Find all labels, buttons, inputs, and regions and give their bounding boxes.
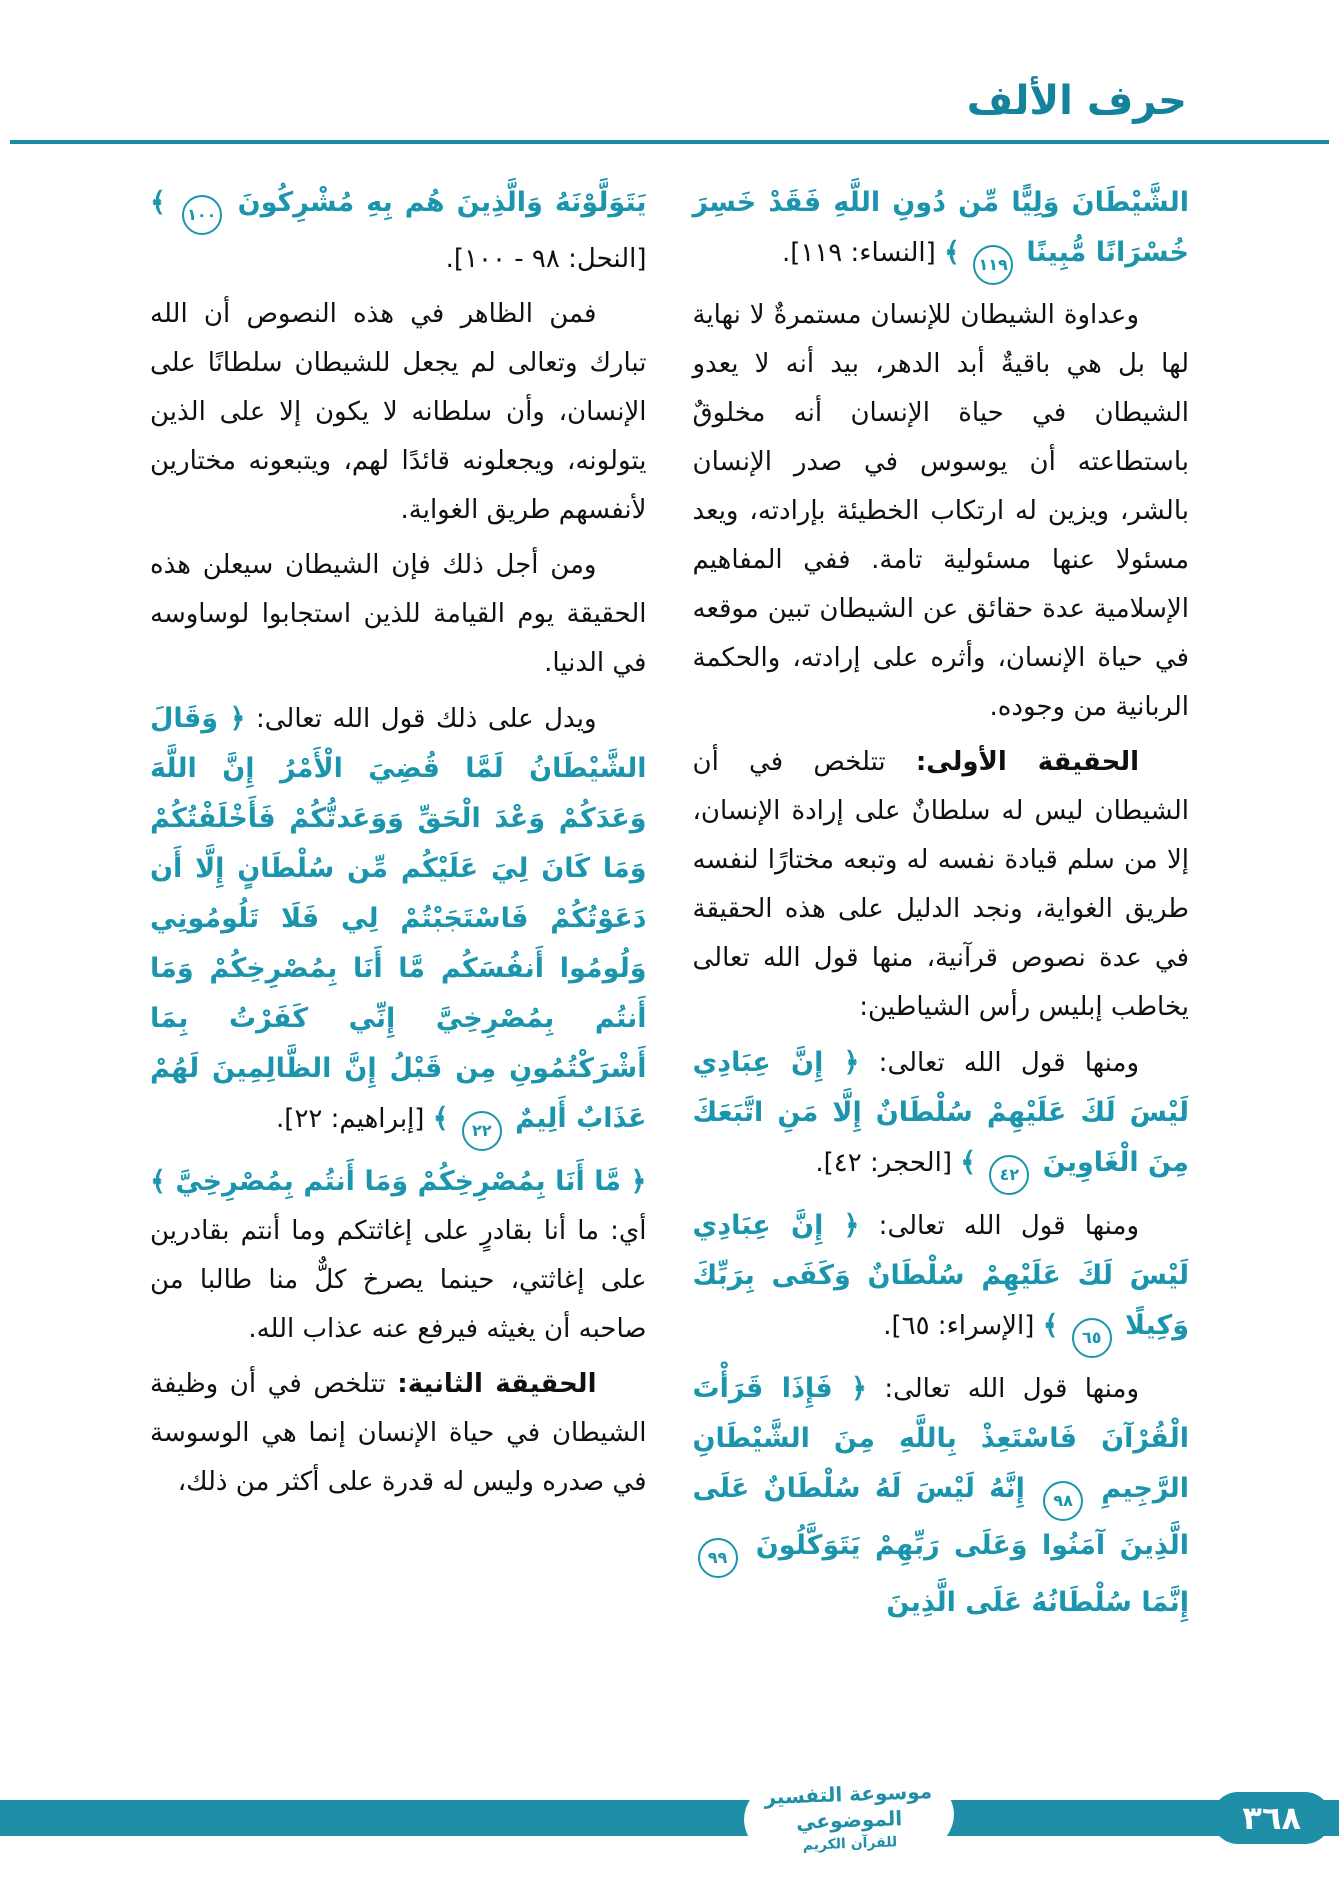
section-title: حرف الألف	[966, 78, 1187, 124]
quote-paragraph	[150, 694, 647, 1151]
quote-intro: ومنها قول الله تعالى:	[867, 1374, 1139, 1404]
publisher-logo-subtitle: للقرآن الكريم	[802, 1834, 898, 1854]
ayah-marker: ٤٢	[989, 1155, 1029, 1195]
quote-intro: ومنها قول الله تعالى:	[859, 1048, 1139, 1078]
verse-close-bracket: ﴾	[960, 1147, 977, 1178]
paragraph-lead: الحقيقة الثانية:	[397, 1369, 597, 1399]
column-right	[693, 178, 1190, 1634]
publisher-logo-title: موسوعة التفسير الموضوعي	[763, 1779, 933, 1834]
body-paragraph	[693, 291, 1190, 732]
verse-continuation-paragraph	[150, 178, 647, 284]
ayah-marker: ١١٩	[973, 245, 1013, 285]
ayah-marker: ٢٢	[462, 1111, 502, 1151]
verse-close-bracket: ﴾	[944, 237, 960, 268]
body-text: تتلخص في أن وظيفة الشيطان في حياة الإنسان إنما هي الوسوسة في صدره وليس له قدرة على أكثر من ذلك،	[150, 1369, 647, 1497]
paragraph-lead: الحقيقة الأولى:	[915, 747, 1140, 777]
quran-verse-text: إِنَّمَا سُلْطَانُهُ عَلَى الَّذِينَ	[886, 1587, 1189, 1618]
body-text: وعداوة الشيطان للإنسان مستمرةٌ لا نهاية لها بل هي باقيةٌ أبد الدهر، بيد أنه لا يعدو الشيطان في حياة الإنسان أنه مخلوقٌ باستطاعته أن يوسوس في صدر الإنسان بالشر، ويزين له ارتكاب الخطيئة بإرادته، ويعد مسئولا عنها مسئولية تامة. ففي المفاهيم الإسلامية عدة حقائق عن الشيطان تبين موقعه في حياة الإنسان، وأثره على إرادته، والحكمة الربانية من وجوده.	[692, 300, 1189, 722]
quote-paragraph	[693, 1201, 1190, 1358]
body-paragraph	[693, 738, 1190, 1032]
quote-intro: ويدل على ذلك قول الله تعالى:	[245, 704, 597, 734]
ayah-marker: ٩٩	[698, 1538, 738, 1578]
page-header	[0, 0, 1339, 144]
verse-reference: [النحل: ٩٨ - ١٠٠].	[445, 244, 647, 274]
publisher-logo	[742, 1754, 956, 1879]
footer-band	[0, 1800, 1339, 1836]
ayah-marker: ١٠٠	[182, 195, 222, 235]
body-text: تتلخص في أن الشيطان ليس له سلطانٌ على إرادة الإنسان، إلا من سلم قيادة نفسه له وتبعه مختارًا لنفسه طريق الغواية، ونجد الدليل على هذه الحقيقة في عدة نصوص قرآنية، منها قول الله تعالى يخاطب إبليس رأس الشياطين:	[692, 747, 1189, 1022]
verse-reference: [النساء: ١١٩].	[781, 238, 936, 268]
quran-verse-text: إِنَّهُ لَيْسَ لَهُ سُلْطَانٌ عَلَى الَّذِينَ آمَنُوا وَعَلَى رَبِّهِمْ يَتَوَكَّلُونَ	[692, 1473, 1189, 1561]
quote-paragraph	[693, 1038, 1190, 1195]
ayah-marker: ٦٥	[1072, 1318, 1112, 1358]
body-paragraph	[150, 290, 647, 535]
quran-verse-text: ﴿ وَقَالَ الشَّيْطَانُ لَمَّا قُضِيَ الْأَمْرُ إِنَّ اللَّهَ وَعَدَكُمْ وَعْدَ الْحَقِّ وَوَعَدتُّكُمْ فَأَخْلَفْتُكُمْ وَمَا كَانَ لِيَ عَلَيْكُم مِّن سُلْطَانٍ إِلَّا أَن دَعَوْتُكُمْ فَاسْتَجَبْتُمْ لِي فَلَا تَلُومُونِي وَلُومُوا أَنفُسَكُم مَّا أَنَا بِمُصْرِخِكُمْ وَمَا أَنتُم بِمُصْرِخِيَّ إِنِّي كَفَرْتُ بِمَا أَشْرَكْتُمُونِ مِن قَبْلُ إِنَّ الظَّالِمِينَ لَهُمْ عَذَابٌ أَلِيمٌ	[150, 703, 647, 1134]
quote-paragraph	[693, 1364, 1190, 1628]
page-body	[0, 144, 1339, 1634]
verse-close-bracket: ﴾	[1042, 1310, 1059, 1341]
verse-continuation-paragraph	[693, 178, 1190, 285]
quran-verse-text: ﴿ فَإِذَا قَرَأْتَ الْقُرْآنَ فَاسْتَعِذْ بِاللَّهِ مِنَ الشَّيْطَانِ الرَّجِيمِ	[692, 1373, 1190, 1504]
quran-verse-text: الشَّيْطَانَ وَلِيًّا مِّن دُونِ اللَّهِ فَقَدْ خَسِرَ خُسْرَانًا مُّبِينًا	[692, 187, 1189, 268]
page-number: ٣٦٨	[1212, 1792, 1331, 1844]
verse-reference: [إبراهيم: ٢٢].	[276, 1104, 425, 1134]
quote-intro: ومنها قول الله تعالى:	[859, 1211, 1139, 1241]
ayah-marker: ٩٨	[1043, 1481, 1083, 1521]
quran-verse-text: ﴿ إِنَّ عِبَادِي لَيْسَ لَكَ عَلَيْهِمْ سُلْطَانٌ وَكَفَى بِرَبِّكَ وَكِيلًا	[692, 1210, 1189, 1341]
verse-reference: [الحجر: ٤٢].	[815, 1148, 952, 1178]
body-paragraph	[150, 1360, 647, 1507]
body-text: أي: ما أنا بقادرٍ على إغاثتكم وما أنتم بقادرين على إغاثتي، حينما يصرخ كلٌّ منا طالبا من صاحبه أن يغيثه فيرفع عنه عذاب الله.	[150, 1216, 647, 1344]
body-text: فمن الظاهر في هذه النصوص أن الله تبارك وتعالى لم يجعل للشيطان سلطانًا على الإنسان، وأن سلطانه لا يكون إلا على الذين يتولونه، ويجعلونه قائدًا لهم، ويتبعونه مختارين لأنفسهم طريق الغواية.	[150, 299, 647, 525]
body-text: ومن أجل ذلك فإن الشيطان سيعلن هذه الحقيقة يوم القيامة للذين استجابوا لوساوسه في الدنيا.	[150, 550, 647, 678]
verse-reference: [الإسراء: ٦٥].	[883, 1311, 1035, 1341]
verse-close-bracket: ﴾	[432, 1103, 449, 1134]
quran-verse-text: ﴿ إِنَّ عِبَادِي لَيْسَ لَكَ عَلَيْهِمْ سُلْطَانٌ إِلَّا مَنِ اتَّبَعَكَ مِنَ الْغَاوِينَ	[692, 1047, 1189, 1178]
column-left	[150, 178, 647, 1513]
body-paragraph	[150, 541, 647, 688]
verse-close-bracket: ﴾	[150, 187, 166, 218]
quran-verse-text: يَتَوَلَّوْنَهُ وَالَّذِينَ هُم بِهِ مُشْرِكُونَ	[237, 187, 647, 218]
quran-verse-text: ﴿ مَّا أَنَا بِمُصْرِخِكُمْ وَمَا أَنتُم بِمُصْرِخِيَّ ﴾	[150, 1166, 647, 1197]
explanation-paragraph	[150, 1157, 647, 1354]
